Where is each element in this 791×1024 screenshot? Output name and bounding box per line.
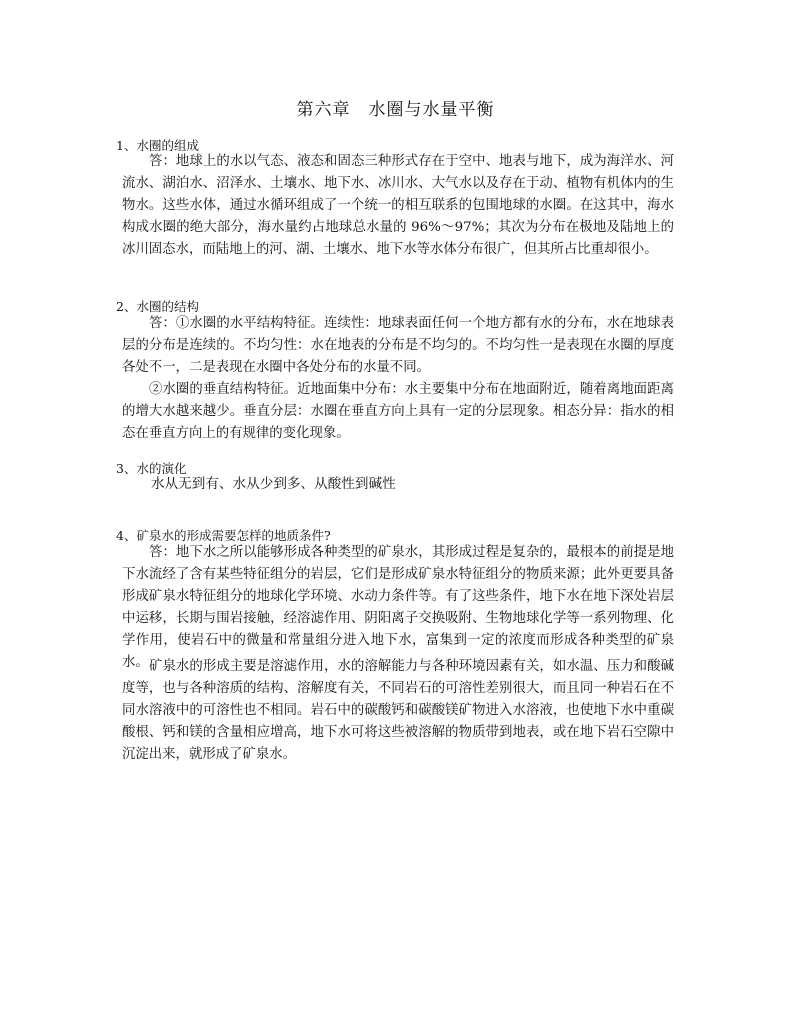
section-1-heading: 1、水圈的组成: [116, 138, 199, 153]
section-3-answer: 水从无到有、水从少到多、从酸性到碱性: [151, 476, 396, 492]
section-3-heading: 3、水的演化: [116, 461, 187, 476]
section-2-answer-horizontal: 答：①水圈的水平结构特征。连续性：地球表面任何一个地方都有水的分布，水在地球表层的分布是连续的。不均匀性：水在地表的分布是不均匀的。不均匀性一是表现在水圈的厚度各处不一，二是表现在水圈中各处分布的水量不同。: [122, 316, 674, 375]
section-2-answer-vertical: ②水圈的垂直结构特征。近地面集中分布：水主要集中分布在地面附近，随着离地面距离的增大水越来越少。垂直分层：水圈在垂直方向上具有一定的分层现象。相态分异：指水的相态在垂直方向上的有规律的变化现象。: [122, 382, 674, 441]
section-4-heading: 4、矿泉水的形成需要怎样的地质条件?: [116, 528, 331, 543]
section-1-answer: 答：地球上的水以气态、液态和固态三种形式存在于空中、地表与地下，成为海洋水、河流水、湖泊水、沼泽水、土壤水、地下水、冰川水、大气水以及存在于动、植物有机体内的生物水。这些水体，通过水循环组成了一个统一的相互联系的包围地球的水圈。在这其中，海水构成水圈的绝大部分，海水量约占地球总水量的 96%～97%；其次为分布在极地及陆地上的冰川固态水，而陆地上的河、湖、土壤水、地下水等水体分布很广，但其所占比重却很小。: [122, 154, 674, 257]
section-2-heading: 2、水圈的结构: [116, 299, 199, 314]
chapter-title: 第六章 水圈与水量平衡: [296, 100, 495, 120]
section-4-answer: 答：地下水之所以能够形成各种类型的矿泉水，其形成过程是复杂的，最根本的前提是地下水流经了含有某些特征组分的岩层，它们是形成矿泉水特征组分的物质来源；此外更要具备形成矿泉水特征组分的地球化学环境、水动力条件等。有了这些条件，地下水在地下深处岩层中运移，长期与围岩接触，经溶滤作用、阴阳离子交换吸附、生物地球化学等一系列物理、化学作用，使岩石中的微量和常量组分进入地下水，富集到一定的浓度而形成各种类型的矿泉水。: [122, 545, 674, 670]
section-4-answer-continued: 矿泉水的形成主要是溶滤作用，水的溶解能力与各种环境因素有关，如水温、压力和酸碱度等，也与各种溶质的结构、溶解度有关，不同岩石的可溶性差别很大，而且同一种岩石在不同水溶液中的可溶性也不相同。岩石中的碳酸钙和碳酸镁矿物进入水溶液，也使地下水中重碳酸根、钙和镁的含量相应增高，地下水可将这些被溶解的物质带到地表，或在地下岩石空隙中沉淀出来，就形成了矿泉水。: [122, 659, 674, 762]
